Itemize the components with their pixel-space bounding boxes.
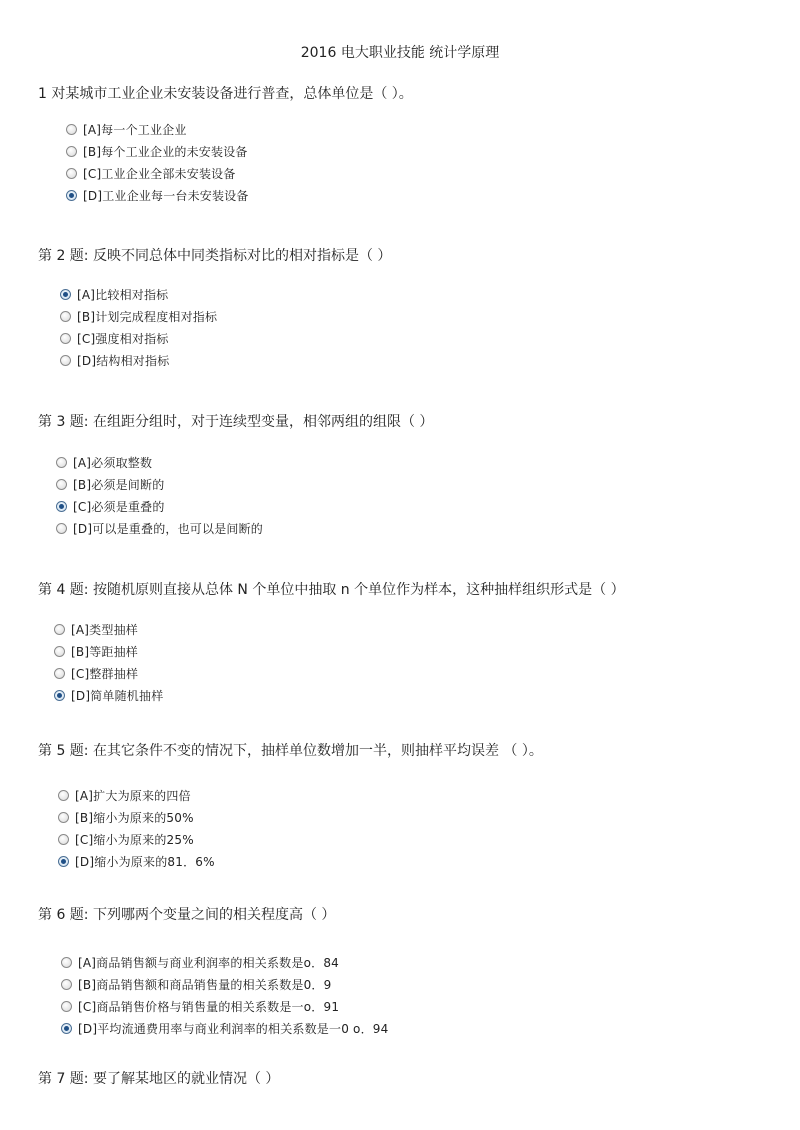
option-label: [A]必须取整数 [73,455,153,470]
question-2-text: 第 2 题: 反映不同总体中同类指标对比的相对指标是（ ） [38,248,392,264]
option-label: [A]类型抽样 [71,622,138,637]
radio-checked-icon[interactable] [56,501,67,512]
radio-unchecked-icon[interactable] [61,979,72,990]
question-4-option-d[interactable] [54,686,163,704]
question-2-option-d[interactable] [60,351,169,369]
question-5-option-c[interactable] [58,830,194,848]
question-3-option-c[interactable] [56,497,165,515]
option-label: [D]平均流通费用率与商业利润率的相关系数是一0 o．94 [78,1021,389,1036]
option-label: [C]工业企业全部未安装设备 [83,166,236,181]
question-3-option-a[interactable] [56,453,152,471]
radio-unchecked-icon[interactable] [56,523,67,534]
radio-unchecked-icon[interactable] [66,124,77,135]
question-2-option-b[interactable] [60,307,217,325]
question-6-text: 第 6 题: 下列哪两个变量之间的相关程度高（ ） [38,907,336,923]
option-label: [A]扩大为原来的四倍 [75,788,191,803]
question-2-option-a[interactable] [60,285,168,303]
radio-checked-icon[interactable] [58,856,69,867]
option-label: [B]计划完成程度相对指标 [77,309,218,324]
question-3-option-b[interactable] [56,475,164,493]
radio-unchecked-icon[interactable] [61,957,72,968]
radio-checked-icon[interactable] [61,1023,72,1034]
question-3-option-d[interactable] [56,519,263,537]
question-5-option-d[interactable] [58,852,215,870]
option-label: [C]强度相对指标 [77,331,169,346]
radio-checked-icon[interactable] [60,289,71,300]
option-label: [A]每一个工业企业 [83,122,187,137]
radio-unchecked-icon[interactable] [56,479,67,490]
question-1-option-a[interactable] [66,120,187,138]
question-6-option-d[interactable] [61,1019,388,1037]
radio-unchecked-icon[interactable] [58,834,69,845]
radio-unchecked-icon[interactable] [66,168,77,179]
question-6-option-c[interactable] [61,997,339,1015]
question-1-text: 1 对某城市工业企业未安装设备进行普查，总体单位是（ ）。 [38,86,413,102]
option-label: [B]每个工业企业的未安装设备 [83,144,248,159]
radio-unchecked-icon[interactable] [60,333,71,344]
option-label: [D]工业企业每一台未安装设备 [83,188,249,203]
question-4-option-c[interactable] [54,664,138,682]
option-label: [C]缩小为原来的25% [75,832,194,847]
radio-checked-icon[interactable] [66,190,77,201]
option-label: [C]商品销售价格与销售量的相关系数是一o．91 [78,999,340,1014]
question-5-text: 第 5 题: 在其它条件不变的情况下，抽样单位数增加一半，则抽样平均误差 （ ）。 [38,743,543,759]
question-1-option-d[interactable] [66,186,249,204]
radio-unchecked-icon[interactable] [61,1001,72,1012]
radio-unchecked-icon[interactable] [54,646,65,657]
option-label: [D]简单随机抽样 [71,688,164,703]
radio-unchecked-icon[interactable] [66,146,77,157]
radio-unchecked-icon[interactable] [58,790,69,801]
page-title: 2016 电大职业技能 统计学原理 [300,45,500,61]
option-label: [D]结构相对指标 [77,353,170,368]
option-label: [A]比较相对指标 [77,287,169,302]
radio-checked-icon[interactable] [54,690,65,701]
question-3-text: 第 3 题: 在组距分组时，对于连续型变量，相邻两组的组限（ ） [38,414,434,430]
question-1-option-c[interactable] [66,164,236,182]
question-4-option-a[interactable] [54,620,138,638]
option-label: [D]可以是重叠的，也可以是间断的 [73,521,264,536]
question-4-text: 第 4 题: 按随机原则直接从总体 N 个单位中抽取 n 个单位作为样本，这种抽样组织形式是（ ） [38,582,625,598]
option-label: [B]商品销售额和商品销售量的相关系数是0．9 [78,977,332,992]
option-label: [D]缩小为原来的81．6% [75,854,215,869]
radio-unchecked-icon[interactable] [60,311,71,322]
option-label: [A]商品销售额与商业利润率的相关系数是o．84 [78,955,339,970]
radio-unchecked-icon[interactable] [58,812,69,823]
question-2-option-c[interactable] [60,329,169,347]
question-1-option-b[interactable] [66,142,248,160]
radio-unchecked-icon[interactable] [56,457,67,468]
option-label: [B]必须是间断的 [73,477,165,492]
option-label: [C]必须是重叠的 [73,499,165,514]
radio-unchecked-icon[interactable] [54,624,65,635]
question-5-option-a[interactable] [58,786,191,804]
question-5-option-b[interactable] [58,808,194,826]
radio-unchecked-icon[interactable] [54,668,65,679]
question-6-option-a[interactable] [61,953,339,971]
radio-unchecked-icon[interactable] [60,355,71,366]
question-7-text: 第 7 题: 要了解某地区的就业情况（ ） [38,1071,280,1087]
option-label: [B]缩小为原来的50% [75,810,194,825]
question-6-option-b[interactable] [61,975,331,993]
option-label: [B]等距抽样 [71,644,138,659]
question-4-option-b[interactable] [54,642,138,660]
option-label: [C]整群抽样 [71,666,139,681]
